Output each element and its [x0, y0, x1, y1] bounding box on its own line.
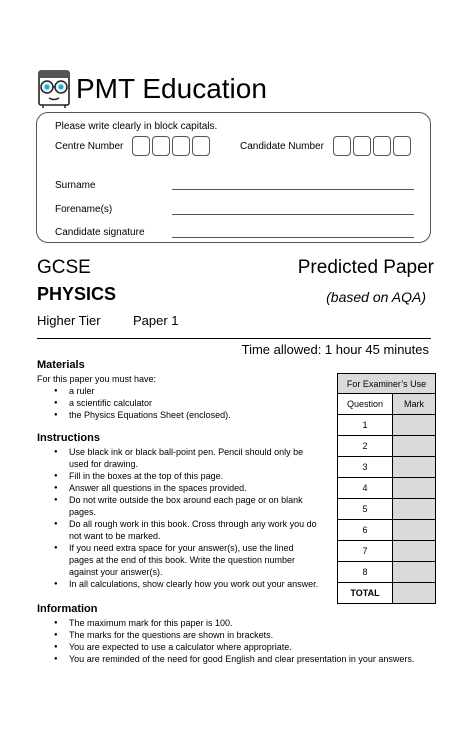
mark-cell[interactable] [393, 520, 436, 541]
information-heading: Information [37, 603, 98, 615]
list-item: ● In all calculations, show clearly how you work out your answer. [54, 578, 334, 590]
list-item: ● You are reminded of the need for good English and clear presentation in your answers. [54, 653, 414, 665]
question-number: 2 [338, 436, 393, 457]
question-number: 7 [338, 541, 393, 562]
examiner-use-table [337, 373, 436, 604]
exam-board-note: (based on AQA) [326, 289, 426, 305]
mark-cell[interactable] [393, 541, 436, 562]
instructions-heading: Instructions [37, 432, 100, 444]
centre-digit-box[interactable] [152, 136, 170, 156]
subject-title: PHYSICS [37, 284, 117, 304]
question-number: 3 [338, 457, 393, 478]
candidate-number-label: Candidate Number [240, 141, 324, 152]
candidate-digit-box[interactable] [353, 136, 371, 156]
mark-cell[interactable] [393, 478, 436, 499]
book-character-icon [36, 70, 72, 108]
total-mark-cell[interactable] [393, 583, 436, 604]
list-item: ● If you need extra space for your answer(s), use the lined pages at the end of this book. Write the question number against your answer(s). [54, 542, 334, 578]
information-list [54, 617, 414, 665]
candidate-details-box [36, 112, 431, 243]
materials-list [54, 385, 231, 421]
mark-cell[interactable] [393, 436, 436, 457]
materials-intro: For this paper you must have: [37, 374, 157, 384]
mark-cell[interactable] [393, 562, 436, 583]
candidate-number-boxes[interactable] [333, 136, 413, 156]
examiner-table-title: For Examiner’s Use [338, 374, 436, 394]
question-number: 8 [338, 562, 393, 583]
question-number: 1 [338, 415, 393, 436]
question-number: 4 [338, 478, 393, 499]
list-item: ● a scientific calculator [54, 397, 231, 409]
list-item: ● Do not write outside the box around each page or on blank pages. [54, 494, 334, 518]
candidate-digit-box[interactable] [393, 136, 411, 156]
paper-number-label: Paper 1 [133, 313, 179, 328]
list-item: ● Do all rough work in this book. Cross through any work you do not want to be marked. [54, 518, 334, 542]
paper-type-title: Predicted Paper [297, 257, 434, 278]
centre-number-boxes[interactable] [132, 136, 212, 156]
surname-field[interactable] [172, 189, 414, 190]
list-item: ● Answer all questions in the spaces provided. [54, 482, 334, 494]
qualification-title: GCSE [37, 257, 91, 278]
centre-digit-box[interactable] [132, 136, 150, 156]
instructions-list [54, 446, 334, 590]
signature-label: Candidate signature [55, 227, 145, 238]
header-divider [37, 338, 431, 339]
question-number: 5 [338, 499, 393, 520]
list-item: ● the Physics Equations Sheet (enclosed). [54, 409, 231, 421]
centre-digit-box[interactable] [192, 136, 210, 156]
list-item: ● Fill in the boxes at the top of this page. [54, 470, 334, 482]
mark-column-header: Mark [393, 394, 436, 415]
mark-cell[interactable] [393, 415, 436, 436]
list-item: ● The marks for the questions are shown in brackets. [54, 629, 414, 641]
mark-cell[interactable] [393, 457, 436, 478]
tier-label: Higher Tier [37, 313, 101, 328]
candidate-digit-box[interactable] [333, 136, 351, 156]
list-item: ● The maximum mark for this paper is 100. [54, 617, 414, 629]
total-label: TOTAL [338, 583, 393, 604]
centre-number-label: Centre Number [55, 141, 124, 152]
list-item: ● Use black ink or black ball-point pen. Pencil should only be used for drawing. [54, 446, 334, 470]
question-column-header: Question [338, 394, 393, 415]
forename-field[interactable] [172, 214, 414, 215]
materials-heading: Materials [37, 359, 85, 371]
mark-cell[interactable] [393, 499, 436, 520]
signature-field[interactable] [172, 237, 414, 238]
list-item: ● a ruler [54, 385, 231, 397]
forename-label: Forename(s) [55, 204, 113, 215]
list-item: ● You are expected to use a calculator where appropriate. [54, 641, 414, 653]
centre-digit-box[interactable] [172, 136, 190, 156]
surname-label: Surname [55, 180, 96, 191]
candidate-digit-box[interactable] [373, 136, 391, 156]
question-number: 6 [338, 520, 393, 541]
time-allowed: Time allowed: 1 hour 45 minutes [241, 342, 429, 357]
brand-name: PMT Education [76, 73, 267, 104]
block-capitals-instruction: Please write clearly in block capitals. [55, 121, 218, 132]
